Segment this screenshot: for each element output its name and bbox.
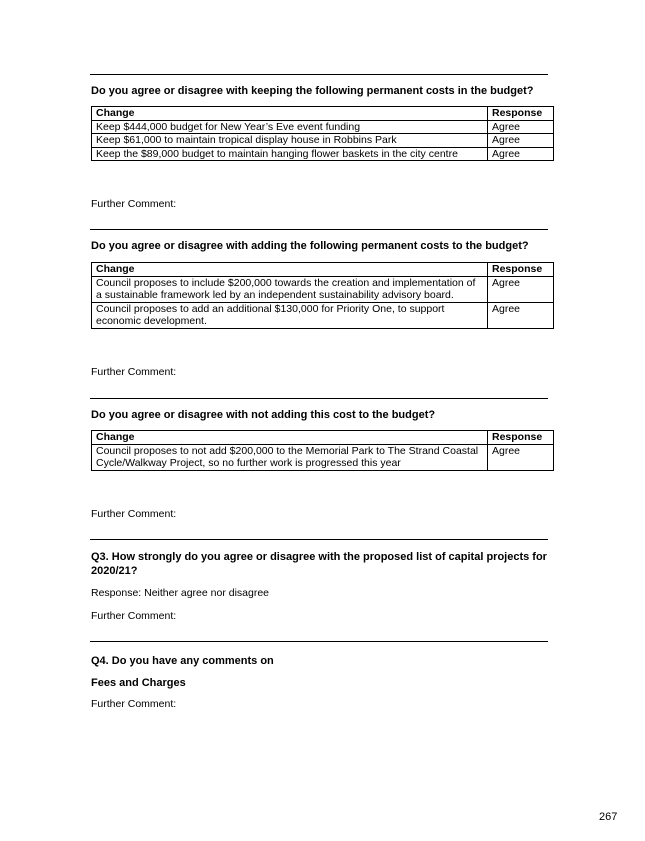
response-cell: Agree (488, 444, 554, 470)
q4-subheading: Fees and Charges (91, 677, 186, 689)
section-divider (90, 641, 548, 642)
change-cell: Council proposes to add an additional $130,000 for Priority One, to support economic development. (92, 302, 488, 328)
section-divider (90, 539, 548, 540)
column-header-response: Response (488, 431, 554, 445)
q3-question: Q3. How strongly do you agree or disagree with the proposed list of capital projects for 2020/21? (91, 551, 547, 577)
change-cell: Keep $61,000 to maintain tropical display house in Robbins Park (92, 134, 488, 148)
response-cell: Agree (488, 147, 554, 161)
section-divider (90, 74, 548, 75)
section-divider (90, 398, 548, 399)
response-cell: Agree (488, 134, 554, 148)
change-cell: Keep the $89,000 budget to maintain hanging flower baskets in the city centre (92, 147, 488, 161)
section2-further-comment: Further Comment: (91, 366, 177, 378)
section3-table (91, 430, 554, 471)
table-header-row (92, 107, 554, 121)
table-row (92, 444, 554, 470)
q3-further-comment: Further Comment: (91, 610, 177, 622)
section1-further-comment: Further Comment: (91, 198, 177, 210)
table-header-row (92, 263, 554, 277)
response-cell: Agree (488, 302, 554, 328)
response-cell: Agree (488, 276, 554, 302)
section-divider (90, 229, 548, 230)
table-row (92, 276, 554, 302)
section1-question: Do you agree or disagree with keeping the following permanent costs in the budget? (91, 85, 534, 97)
column-header-change: Change (92, 431, 488, 445)
section1-table (91, 106, 554, 161)
q4-further-comment: Further Comment: (91, 698, 177, 710)
page-number: 267 (599, 811, 618, 823)
response-cell: Agree (488, 120, 554, 134)
table-row (92, 147, 554, 161)
q4-question: Q4. Do you have any comments on (91, 655, 274, 667)
table-row (92, 302, 554, 328)
table-header-row (92, 431, 554, 445)
column-header-response: Response (488, 107, 554, 121)
section3-question: Do you agree or disagree with not adding this cost to the budget? (91, 409, 436, 421)
section3-further-comment: Further Comment: (91, 508, 177, 520)
q3-response: Response: Neither agree nor disagree (91, 587, 270, 599)
change-cell: Council proposes to not add $200,000 to the Memorial Park to The Strand Coastal Cycle/Walkway Project, so no further work is progressed this year (92, 444, 488, 470)
table-row (92, 120, 554, 134)
table-row (92, 134, 554, 148)
change-cell: Keep $444,000 budget for New Year’s Eve event funding (92, 120, 488, 134)
section2-table (91, 262, 554, 329)
change-cell: Council proposes to include $200,000 towards the creation and implementation of a sustainable framework led by an independent sustainability advisory board. (92, 276, 488, 302)
column-header-change: Change (92, 263, 488, 277)
column-header-response: Response (488, 263, 554, 277)
column-header-change: Change (92, 107, 488, 121)
section2-question: Do you agree or disagree with adding the following permanent costs to the budget? (91, 240, 529, 252)
